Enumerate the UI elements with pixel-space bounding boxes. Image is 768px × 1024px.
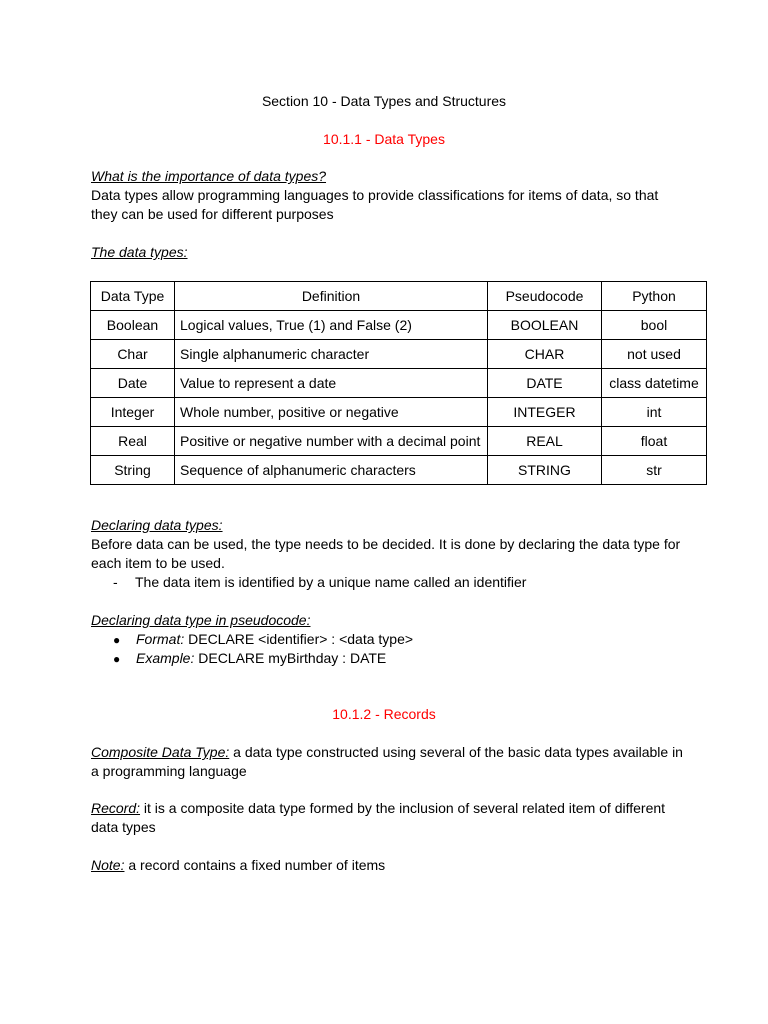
table-cell: class datetime [602, 369, 707, 398]
table-cell: Date [91, 369, 175, 398]
section-title: Section 10 - Data Types and Structures [261, 93, 507, 109]
bullet-marker: ● [113, 652, 121, 666]
subsection-title-records: 10.1.2 - Records [332, 706, 436, 722]
list-item [113, 573, 526, 592]
list-item-text: The data item is identified by a unique name called an identifier [135, 574, 527, 590]
pseudocode-heading [91, 611, 691, 630]
table-cell: Char [91, 340, 175, 369]
table-header-row [91, 282, 707, 311]
table-row [91, 369, 707, 398]
composite-label: Composite Data Type: [91, 744, 230, 760]
table-cell: BOOLEAN [488, 311, 602, 340]
table-cell: INTEGER [488, 398, 602, 427]
table-cell: bool [602, 311, 707, 340]
table-cell: Value to represent a date [175, 369, 488, 398]
bullet-label: Format: [136, 631, 185, 647]
data-types-heading-text: The data types: [91, 244, 188, 260]
table-header-cell: Definition [175, 282, 488, 311]
data-types-table [90, 281, 707, 485]
subsection-title-data-types: 10.1.1 - Data Types [323, 131, 445, 147]
note-paragraph [91, 856, 691, 875]
table-header-cell: Data Type [91, 282, 175, 311]
importance-heading-text: What is the importance of data types? [91, 168, 327, 184]
table-cell: Logical values, True (1) and False (2) [175, 311, 488, 340]
table-cell: Whole number, positive or negative [175, 398, 488, 427]
pseudocode-heading-text: Declaring data type in pseudocode: [91, 612, 311, 628]
table-cell: REAL [488, 427, 602, 456]
importance-paragraph-line1: Data types allow programming languages to provide classifications for items of data, so that [91, 187, 659, 203]
note-text: a record contains a fixed number of items [124, 857, 386, 873]
table-cell: not used [602, 340, 707, 369]
table-cell: DATE [488, 369, 602, 398]
declaring-heading [91, 516, 691, 535]
table-cell: Single alphanumeric character [175, 340, 488, 369]
record-paragraph-line1 [91, 799, 691, 818]
table-cell: STRING [488, 456, 602, 485]
dash-marker: - [113, 574, 118, 590]
table-cell: float [602, 427, 707, 456]
bullet-text: DECLARE <identifier> : <data type> [184, 631, 414, 647]
table-cell: int [602, 398, 707, 427]
table-cell: Sequence of alphanumeric characters [175, 456, 488, 485]
list-item [113, 649, 386, 669]
table-row [91, 398, 707, 427]
table-row [91, 311, 707, 340]
composite-text: a data type constructed using several of the basic data types available in [229, 744, 683, 760]
composite-paragraph-line2: a programming language [91, 763, 247, 779]
bullet-text: DECLARE myBirthday : DATE [194, 650, 387, 666]
importance-paragraph-line2: they can be used for different purposes [91, 206, 334, 222]
table-cell: Boolean [91, 311, 175, 340]
table-row [91, 456, 707, 485]
table-cell: str [602, 456, 707, 485]
note-label: Note: [91, 857, 125, 873]
table-cell: Real [91, 427, 175, 456]
table-row [91, 427, 707, 456]
table-cell: String [91, 456, 175, 485]
list-item [113, 630, 413, 650]
table-header-cell: Pseudocode [488, 282, 602, 311]
record-label: Record: [91, 800, 141, 816]
record-text: it is a composite data type formed by the inclusion of several related item of different [140, 800, 666, 816]
declaring-paragraph-line1: Before data can be used, the type needs to be decided. It is done by declaring the data type for [91, 536, 681, 552]
table-row [91, 340, 707, 369]
table-cell: Integer [91, 398, 175, 427]
bullet-label: Example: [136, 650, 195, 666]
declaring-heading-text: Declaring data types: [91, 517, 223, 533]
importance-heading [91, 167, 691, 186]
composite-paragraph-line1 [91, 743, 691, 762]
data-types-heading [91, 243, 691, 262]
table-cell: Positive or negative number with a decimal point [175, 427, 488, 456]
table-cell: CHAR [488, 340, 602, 369]
table-header-cell: Python [602, 282, 707, 311]
declaring-paragraph-line2: each item to be used. [91, 555, 225, 571]
bullet-marker: ● [113, 633, 121, 647]
record-paragraph-line2: data types [91, 819, 156, 835]
